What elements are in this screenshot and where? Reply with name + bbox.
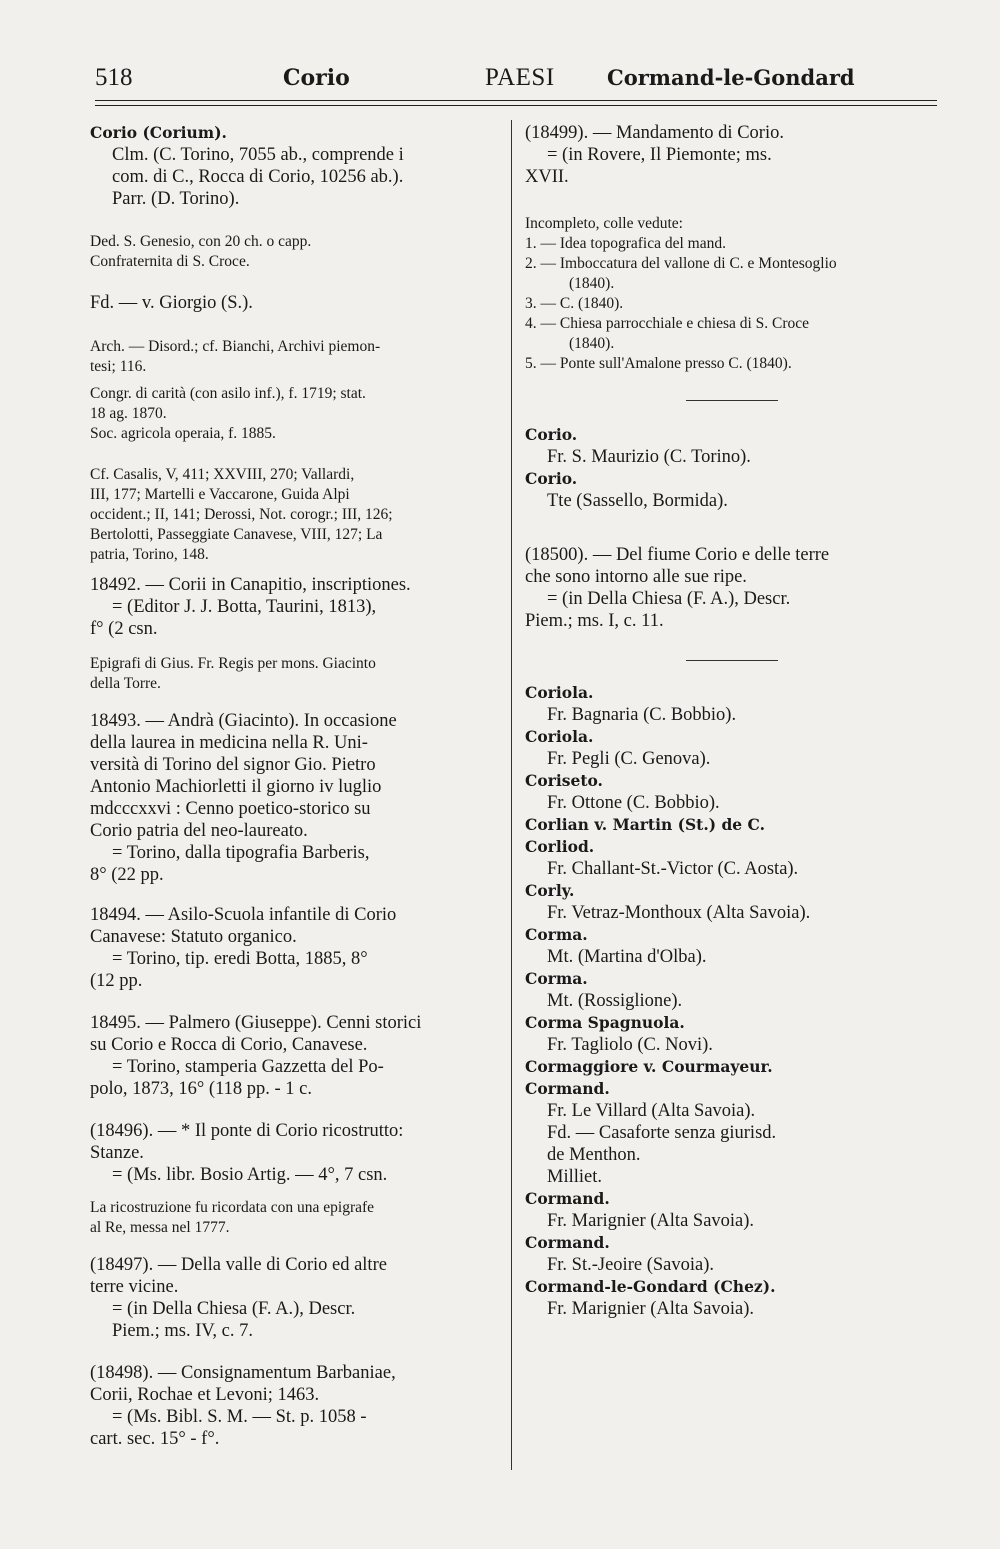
entry-block	[90, 1198, 502, 1238]
section-divider	[686, 660, 778, 661]
header-left-term: Corio	[283, 65, 350, 91]
entry-line: (18497). — Della valle di Corio ed altre	[90, 1255, 387, 1275]
entry-line: Soc. agricola operaia, f. 1885.	[90, 425, 276, 442]
entry-line: 18494. — Asilo-Scuola infantile di Corio	[90, 905, 397, 925]
entry-line: della Torre.	[90, 675, 161, 692]
entry-line: Cf. Casalis, V, 411; XXVIII, 270; Vallardi,	[90, 466, 355, 483]
entry-heading: Coriseto.	[525, 771, 603, 790]
entry-line: Canavese: Statuto organico.	[90, 927, 297, 947]
entry-line: = (Ms. libr. Bosio Artig. — 4°, 7 csn.	[112, 1165, 388, 1185]
entry-block	[90, 710, 502, 886]
entry-heading: Cormand.	[525, 1189, 610, 1208]
entry-line: (18500). — Del fiume Corio e delle terre	[525, 545, 830, 565]
entry-line: Fr. Vetraz-Monthoux (Alta Savoia).	[547, 903, 811, 923]
entry-line: 2. — Imboccatura del vallone di C. e Montesoglio	[525, 255, 837, 272]
entry-line: (18499). — Mandamento di Corio.	[525, 123, 784, 143]
entry-line: Fr. Le Villard (Alta Savoia).	[547, 1101, 756, 1121]
entry-heading: Corio (Corium).	[90, 123, 227, 142]
entry-block	[90, 384, 502, 444]
entry-heading: Coriola.	[525, 727, 594, 746]
header-rule-thin	[95, 105, 937, 106]
entry-heading: Cormand-le-Gondard (Chez).	[525, 1277, 776, 1296]
entry-block	[90, 232, 502, 272]
entry-block	[525, 122, 943, 188]
entry-block	[90, 1120, 502, 1186]
entry-block	[90, 122, 502, 210]
entry-line: com. di C., Rocca di Corio, 10256 ab.).	[112, 167, 404, 187]
entry-line: Fr. Tagliolo (C. Novi).	[547, 1035, 713, 1055]
entry-line: Mt. (Martina d'Olba).	[547, 947, 707, 967]
entry-line: Arch. — Disord.; cf. Bianchi, Archivi piemon-	[90, 338, 381, 355]
entry-heading: Coriola.	[525, 683, 594, 702]
entry-line: Ded. S. Genesio, con 20 ch. o capp.	[90, 233, 312, 250]
entry-line: Fr. Marignier (Alta Savoia).	[547, 1299, 755, 1319]
entry-line: al Re, messa nel 1777.	[90, 1219, 230, 1236]
entry-block	[525, 424, 943, 512]
entry-heading: Corlian v. Martin (St.) de C.	[525, 815, 766, 834]
entry-block	[90, 292, 502, 314]
entry-line: cart. sec. 15° - f°.	[90, 1429, 220, 1449]
entry-line: tesi; 116.	[90, 358, 147, 375]
entry-heading: Cormaggiore v. Courmayeur.	[525, 1057, 773, 1076]
section-divider	[686, 400, 778, 401]
entry-line: = Torino, stamperia Gazzetta del Po-	[112, 1057, 384, 1077]
entry-line: Corii, Rochae et Levoni; 1463.	[90, 1385, 320, 1405]
page-number: 518	[95, 64, 133, 91]
entry-line: 18493. — Andrà (Giacinto). In occasione	[90, 711, 397, 731]
entry-line: Epigrafi di Gius. Fr. Regis per mons. Giacinto	[90, 655, 376, 672]
entry-line: Fr. Pegli (C. Genova).	[547, 749, 711, 769]
entry-heading: Corio.	[525, 425, 578, 444]
entry-line: (12 pp.	[90, 971, 143, 991]
entry-line: 18 ag. 1870.	[90, 405, 167, 422]
entry-line: 5. — Ponte sull'Amalone presso C. (1840).	[525, 355, 792, 372]
entry-heading: Corma.	[525, 969, 588, 988]
entry-line: versità di Torino del signor Gio. Pietro	[90, 755, 376, 775]
entry-line: Fr. St.-Jeoire (Savoia).	[547, 1255, 714, 1275]
entry-block	[525, 214, 943, 374]
column-divider	[511, 120, 512, 1470]
entry-line: Piem.; ms. IV, c. 7.	[112, 1321, 253, 1341]
header-section: PAESI	[485, 64, 555, 91]
entry-line: = (Ms. Bibl. S. M. — St. p. 1058 -	[112, 1407, 367, 1427]
entry-heading: Cormand.	[525, 1233, 610, 1252]
entry-line: Fr. S. Maurizio (C. Torino).	[547, 447, 751, 467]
entry-line: Bertolotti, Passeggiate Canavese, VIII, 127; La	[90, 526, 383, 543]
entry-line: terre vicine.	[90, 1277, 179, 1297]
header-right-term: Cormand-le-Gondard	[607, 65, 855, 90]
entry-block	[90, 904, 502, 992]
entry-heading: Corliod.	[525, 837, 595, 856]
entry-line: = (in Rovere, Il Piemonte; ms.	[547, 145, 772, 165]
entry-heading: Corio.	[525, 469, 578, 488]
entry-line: Mt. (Rossiglione).	[547, 991, 683, 1011]
entry-line: 18492. — Corii in Canapitio, inscriptiones.	[90, 575, 411, 595]
entry-line: su Corio e Rocca di Corio, Canavese.	[90, 1035, 368, 1055]
entry-line: Antonio Machiorletti il giorno iv luglio	[90, 777, 382, 797]
entry-block	[90, 337, 502, 377]
entry-line: 8° (22 pp.	[90, 865, 164, 885]
entry-block	[90, 1254, 502, 1342]
entry-line: Incompleto, colle vedute:	[525, 215, 683, 232]
entry-block	[90, 465, 502, 565]
entry-line: Tte (Sassello, Bormida).	[547, 491, 728, 511]
entry-line: XVII.	[525, 167, 569, 187]
entry-block	[90, 574, 502, 640]
entry-line: 3. — C. (1840).	[525, 295, 624, 312]
entry-line: Congr. di carità (con asilo inf.), f. 1719; stat.	[90, 385, 366, 402]
entry-line: f° (2 csn.	[90, 619, 158, 639]
entry-line: polo, 1873, 16° (118 pp. - 1 c.	[90, 1079, 313, 1099]
entry-line: = (Editor J. J. Botta, Taurini, 1813),	[112, 597, 377, 617]
entry-line: patria, Torino, 148.	[90, 546, 209, 563]
entry-line: (1840).	[569, 335, 615, 352]
entry-block	[90, 1012, 502, 1100]
entry-line: 1. — Idea topografica del mand.	[525, 235, 726, 252]
running-header	[95, 58, 935, 98]
entry-line: 4. — Chiesa parrocchiale e chiesa di S. Croce	[525, 315, 810, 332]
entry-line: (18498). — Consignamentum Barbaniae,	[90, 1363, 396, 1383]
entry-line: Fd. — v. Giorgio (S.).	[90, 293, 253, 313]
entry-line: Parr. (D. Torino).	[112, 189, 240, 209]
entry-block	[525, 544, 943, 632]
entry-line: = (in Della Chiesa (F. A.), Descr.	[112, 1299, 356, 1319]
entry-line: La ricostruzione fu ricordata con una epigrafe	[90, 1199, 375, 1216]
entry-heading: Corma.	[525, 925, 588, 944]
entry-line: Fr. Marignier (Alta Savoia).	[547, 1211, 755, 1231]
entry-line: 18495. — Palmero (Giuseppe). Cenni storici	[90, 1013, 422, 1033]
entry-block	[90, 1362, 502, 1450]
entry-line: Stanze.	[90, 1143, 144, 1163]
entry-line: Fr. Bagnaria (C. Bobbio).	[547, 705, 737, 725]
entry-line: Clm. (C. Torino, 7055 ab., comprende i	[112, 145, 404, 165]
entry-block	[525, 682, 943, 1320]
header-rule	[95, 100, 937, 101]
entry-line: III, 177; Martelli e Vaccarone, Guida Alpi	[90, 486, 350, 503]
entry-heading: Cormand.	[525, 1079, 610, 1098]
entry-line: occident.; II, 141; Derossi, Not. corogr.; III, 126;	[90, 506, 393, 523]
entry-line: = Torino, tip. eredi Botta, 1885, 8°	[112, 949, 368, 969]
entry-line: de Menthon.	[547, 1145, 641, 1165]
entry-line: (1840).	[569, 275, 615, 292]
entry-line: mdcccxxvi : Cenno poetico-storico su	[90, 799, 371, 819]
entry-line: = Torino, dalla tipografia Barberis,	[112, 843, 370, 863]
entry-line: Fr. Ottone (C. Bobbio).	[547, 793, 720, 813]
entry-line: che sono intorno alle sue ripe.	[525, 567, 747, 587]
entry-line: Milliet.	[547, 1167, 602, 1187]
entry-line: Piem.; ms. I, c. 11.	[525, 611, 664, 631]
entry-line: Confraternita di S. Croce.	[90, 253, 250, 270]
entry-line: = (in Della Chiesa (F. A.), Descr.	[547, 589, 791, 609]
entry-line: Corio patria del neo-laureato.	[90, 821, 308, 841]
entry-heading: Corly.	[525, 881, 575, 900]
entry-block	[90, 654, 502, 694]
entry-heading: Corma Spagnuola.	[525, 1013, 685, 1032]
entry-line: Fd. — Casaforte senza giurisd.	[547, 1123, 777, 1143]
entry-line: (18496). — * Il ponte di Corio ricostrutto:	[90, 1121, 404, 1141]
entry-line: della laurea in medicina nella R. Uni-	[90, 733, 368, 753]
entry-line: Fr. Challant-St.-Victor (C. Aosta).	[547, 859, 799, 879]
